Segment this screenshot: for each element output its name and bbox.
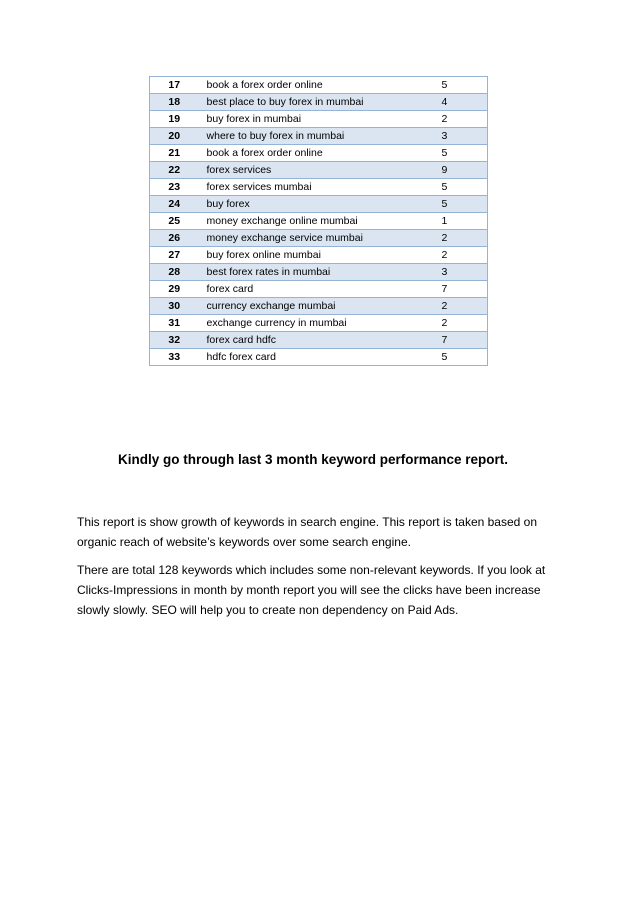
row-number: 31 bbox=[150, 315, 199, 332]
keyword-cell: exchange currency in mumbai bbox=[199, 315, 442, 332]
table-row bbox=[150, 298, 488, 315]
keyword-table-body bbox=[150, 77, 488, 366]
keyword-cell: forex card bbox=[199, 281, 442, 298]
value-cell: 2 bbox=[442, 111, 488, 128]
value-cell: 4 bbox=[442, 94, 488, 111]
table-row bbox=[150, 179, 488, 196]
table-row bbox=[150, 332, 488, 349]
table-row bbox=[150, 281, 488, 298]
report-heading: Kindly go through last 3 month keyword performance report. bbox=[117, 452, 509, 467]
table-row bbox=[150, 145, 488, 162]
row-number: 32 bbox=[150, 332, 199, 349]
row-number: 29 bbox=[150, 281, 199, 298]
table-row bbox=[150, 349, 488, 366]
value-cell: 2 bbox=[442, 298, 488, 315]
keyword-cell: where to buy forex in mumbai bbox=[199, 128, 442, 145]
keyword-table bbox=[149, 76, 488, 366]
row-number: 30 bbox=[150, 298, 199, 315]
table-row bbox=[150, 264, 488, 281]
row-number: 21 bbox=[150, 145, 199, 162]
row-number: 26 bbox=[150, 230, 199, 247]
keyword-cell: best place to buy forex in mumbai bbox=[199, 94, 442, 111]
row-number: 33 bbox=[150, 349, 199, 366]
keyword-cell: book a forex order online bbox=[199, 145, 442, 162]
value-cell: 7 bbox=[442, 281, 488, 298]
keyword-cell: money exchange service mumbai bbox=[199, 230, 442, 247]
keyword-cell: currency exchange mumbai bbox=[199, 298, 442, 315]
row-number: 24 bbox=[150, 196, 199, 213]
keyword-cell: buy forex in mumbai bbox=[199, 111, 442, 128]
keyword-cell: buy forex online mumbai bbox=[199, 247, 442, 264]
keyword-cell: book a forex order online bbox=[199, 77, 442, 94]
keyword-cell: forex services bbox=[199, 162, 442, 179]
table-row bbox=[150, 230, 488, 247]
table-row bbox=[150, 247, 488, 264]
value-cell: 5 bbox=[442, 196, 488, 213]
value-cell: 3 bbox=[442, 264, 488, 281]
value-cell: 3 bbox=[442, 128, 488, 145]
keyword-cell: hdfc forex card bbox=[199, 349, 442, 366]
table-row bbox=[150, 162, 488, 179]
row-number: 25 bbox=[150, 213, 199, 230]
row-number: 28 bbox=[150, 264, 199, 281]
keyword-cell: forex card hdfc bbox=[199, 332, 442, 349]
keyword-cell: money exchange online mumbai bbox=[199, 213, 442, 230]
row-number: 27 bbox=[150, 247, 199, 264]
table-row bbox=[150, 77, 488, 94]
table-row bbox=[150, 196, 488, 213]
value-cell: 7 bbox=[442, 332, 488, 349]
row-number: 17 bbox=[150, 77, 199, 94]
row-number: 18 bbox=[150, 94, 199, 111]
table-row bbox=[150, 111, 488, 128]
value-cell: 5 bbox=[442, 349, 488, 366]
value-cell: 2 bbox=[442, 247, 488, 264]
row-number: 22 bbox=[150, 162, 199, 179]
row-number: 23 bbox=[150, 179, 199, 196]
report-paragraph-2: There are total 128 keywords which includes some non-relevant keywords. If you look at Clicks-Impressions in month by month report you will see the clicks have been increase slowly slowly. SEO will help you to create non dependency on Paid Ads. bbox=[77, 563, 546, 617]
value-cell: 5 bbox=[442, 179, 488, 196]
table-row bbox=[150, 128, 488, 145]
value-cell: 2 bbox=[442, 315, 488, 332]
table-row bbox=[150, 315, 488, 332]
row-number: 20 bbox=[150, 128, 199, 145]
table-row bbox=[150, 213, 488, 230]
value-cell: 5 bbox=[442, 77, 488, 94]
value-cell: 1 bbox=[442, 213, 488, 230]
value-cell: 9 bbox=[442, 162, 488, 179]
keyword-cell: forex services mumbai bbox=[199, 179, 442, 196]
row-number: 19 bbox=[150, 111, 199, 128]
value-cell: 5 bbox=[442, 145, 488, 162]
keyword-cell: buy forex bbox=[199, 196, 442, 213]
table-row bbox=[150, 94, 488, 111]
report-paragraph-1: This report is show growth of keywords in search engine. This report is taken based on organic reach of website’s keywords over some search engine. bbox=[77, 515, 538, 549]
keyword-cell: best forex rates in mumbai bbox=[199, 264, 442, 281]
value-cell: 2 bbox=[442, 230, 488, 247]
